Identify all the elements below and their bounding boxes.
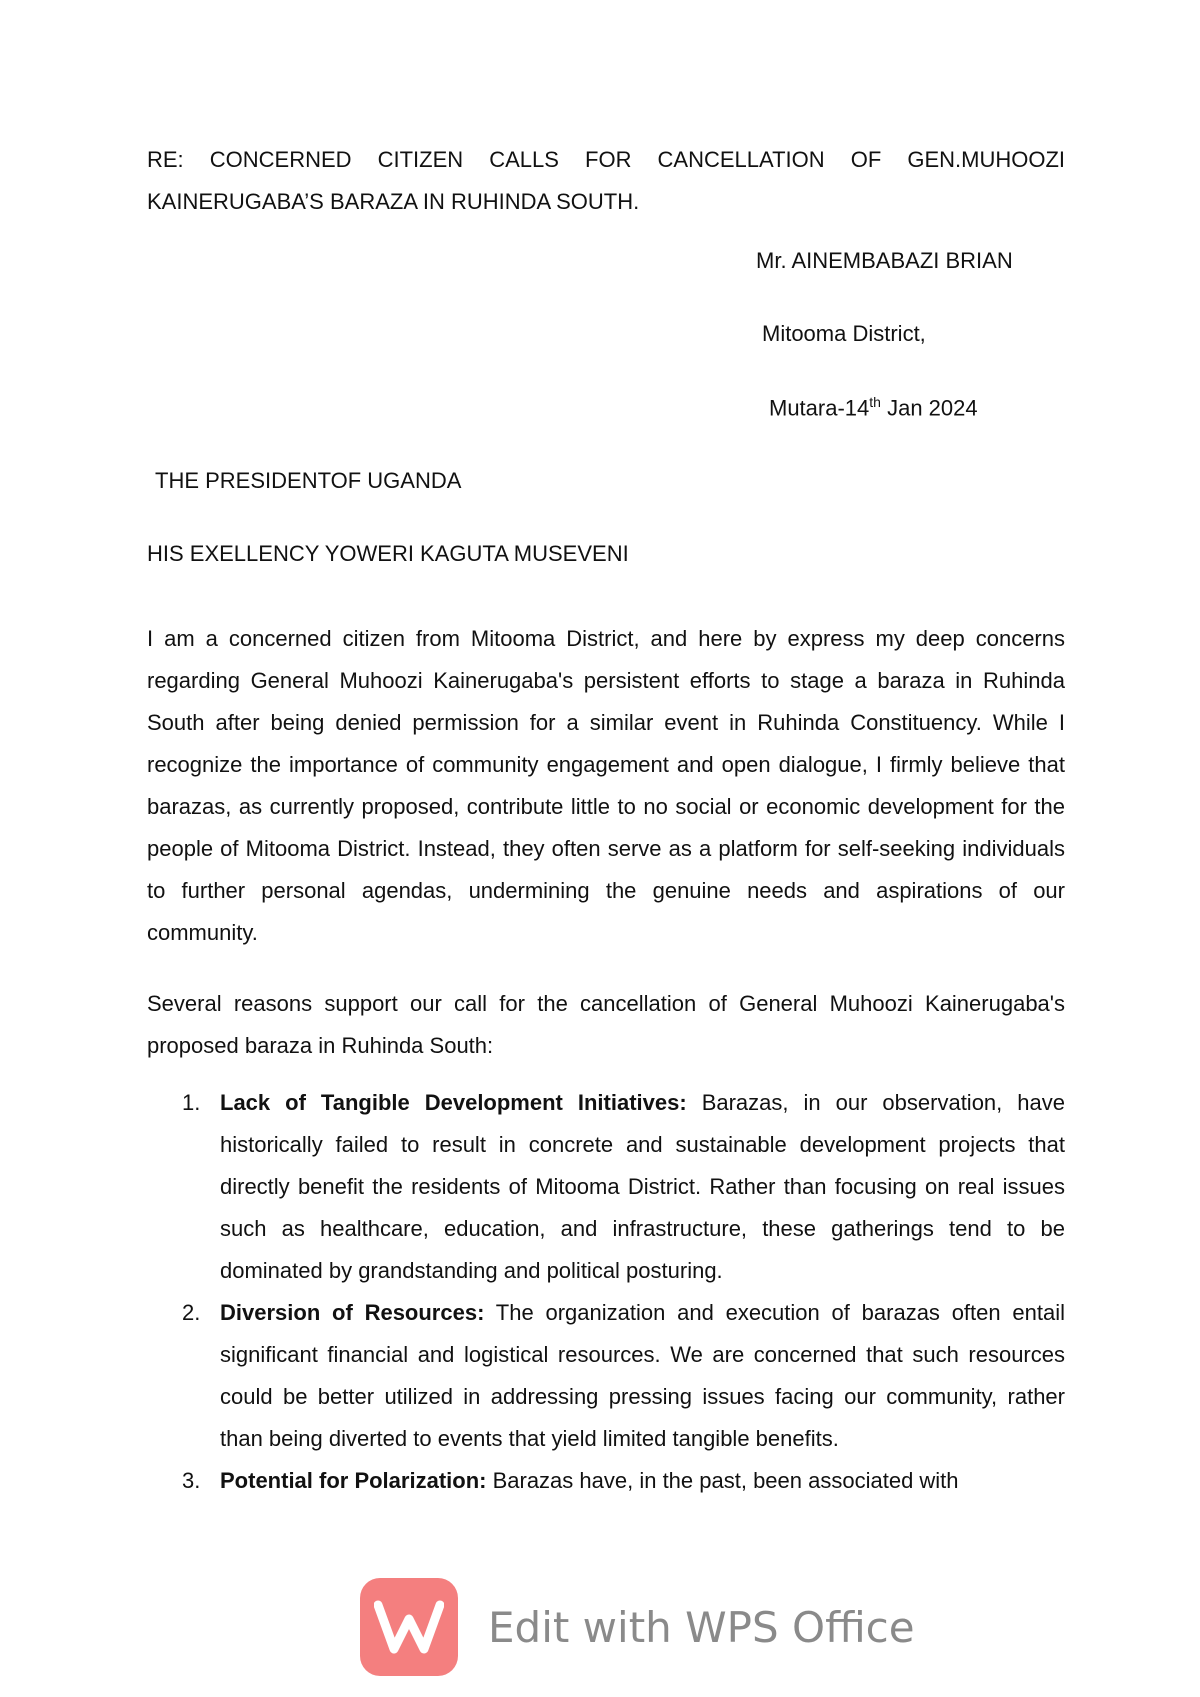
wps-logo-icon (360, 1578, 458, 1676)
list-item (147, 1082, 1065, 1292)
list-item-text: Barazas have, in the past, been associated with (486, 1468, 959, 1493)
addressee-title: THE PRESIDENTOF UGANDA (155, 468, 462, 493)
list-item-number: 1. (182, 1090, 201, 1115)
wps-watermark-text: Edit with WPS Office (488, 1602, 915, 1652)
list-item-number: 3. (182, 1468, 201, 1493)
sender-name: Mr. AINEMBABAZI BRIAN (756, 248, 1013, 273)
subject-line (147, 139, 1065, 223)
date-superscript: th (869, 394, 881, 410)
list-item-heading: Diversion of Resources: (220, 1300, 485, 1325)
list-item-heading: Lack of Tangible Development Initiatives: (220, 1090, 687, 1115)
sender-date (769, 394, 978, 421)
date-prefix: Mutara-14 (769, 395, 870, 421)
reasons-list (147, 1082, 1065, 1502)
date-suffix: Jan 2024 (880, 395, 978, 421)
sender-district: Mitooma District, (762, 321, 926, 346)
body-paragraph: I am a concerned citizen from Mitooma District, and here by express my deep concerns regarding General Muhoozi Kainerugaba's persistent efforts to stage a baraza in Ruhinda South after being denied permission for a similar event in Ruhinda Constituency. While I recognize the importance of community engagement and open dialogue, I firmly believe that barazas, as currently proposed, contribute little to no social or economic development for the people of Mitooma District. Instead, they often serve as a platform for self-seeking individuals to further personal agendas, undermining the genuine needs and aspirations of our community. (147, 626, 1065, 945)
addressee-name: HIS EXELLENCY YOWERI KAGUTA MUSEVENI (147, 541, 629, 566)
body-paragraph: Several reasons support our call for the cancellation of General Muhoozi Kainerugaba's proposed baraza in Ruhinda South: (147, 991, 1065, 1058)
list-item (147, 1460, 1065, 1502)
list-item-text: The organization and execution of barazas often entail significant financial and logistical resources. We are concerned that such resources could be better utilized in addressing pressing issues facing our community, rather than being diverted to events that yield limited tangible benefits. (220, 1300, 1066, 1451)
wps-w-icon (374, 1597, 444, 1657)
list-item-number: 2. (182, 1300, 201, 1325)
subject-line-1: RE: CONCERNED CITIZEN CALLS FOR CANCELLATION OF GEN.MUHOOZI (147, 147, 1065, 172)
wps-watermark[interactable] (360, 1578, 915, 1676)
list-item (147, 1292, 1065, 1460)
subject-line-2: KAINERUGABA’S BARAZA IN RUHINDA SOUTH. (147, 189, 640, 214)
list-item-text: Barazas, in our observation, have historically failed to result in concrete and sustainable development projects that directly benefit the residents of Mitooma District. Rather than focusing on real issues such as healthcare, education, and infrastructure, these gatherings tend to be dominated by grandstanding and political posturing. (220, 1090, 1065, 1283)
list-item-heading: Potential for Polarization: (220, 1468, 487, 1493)
